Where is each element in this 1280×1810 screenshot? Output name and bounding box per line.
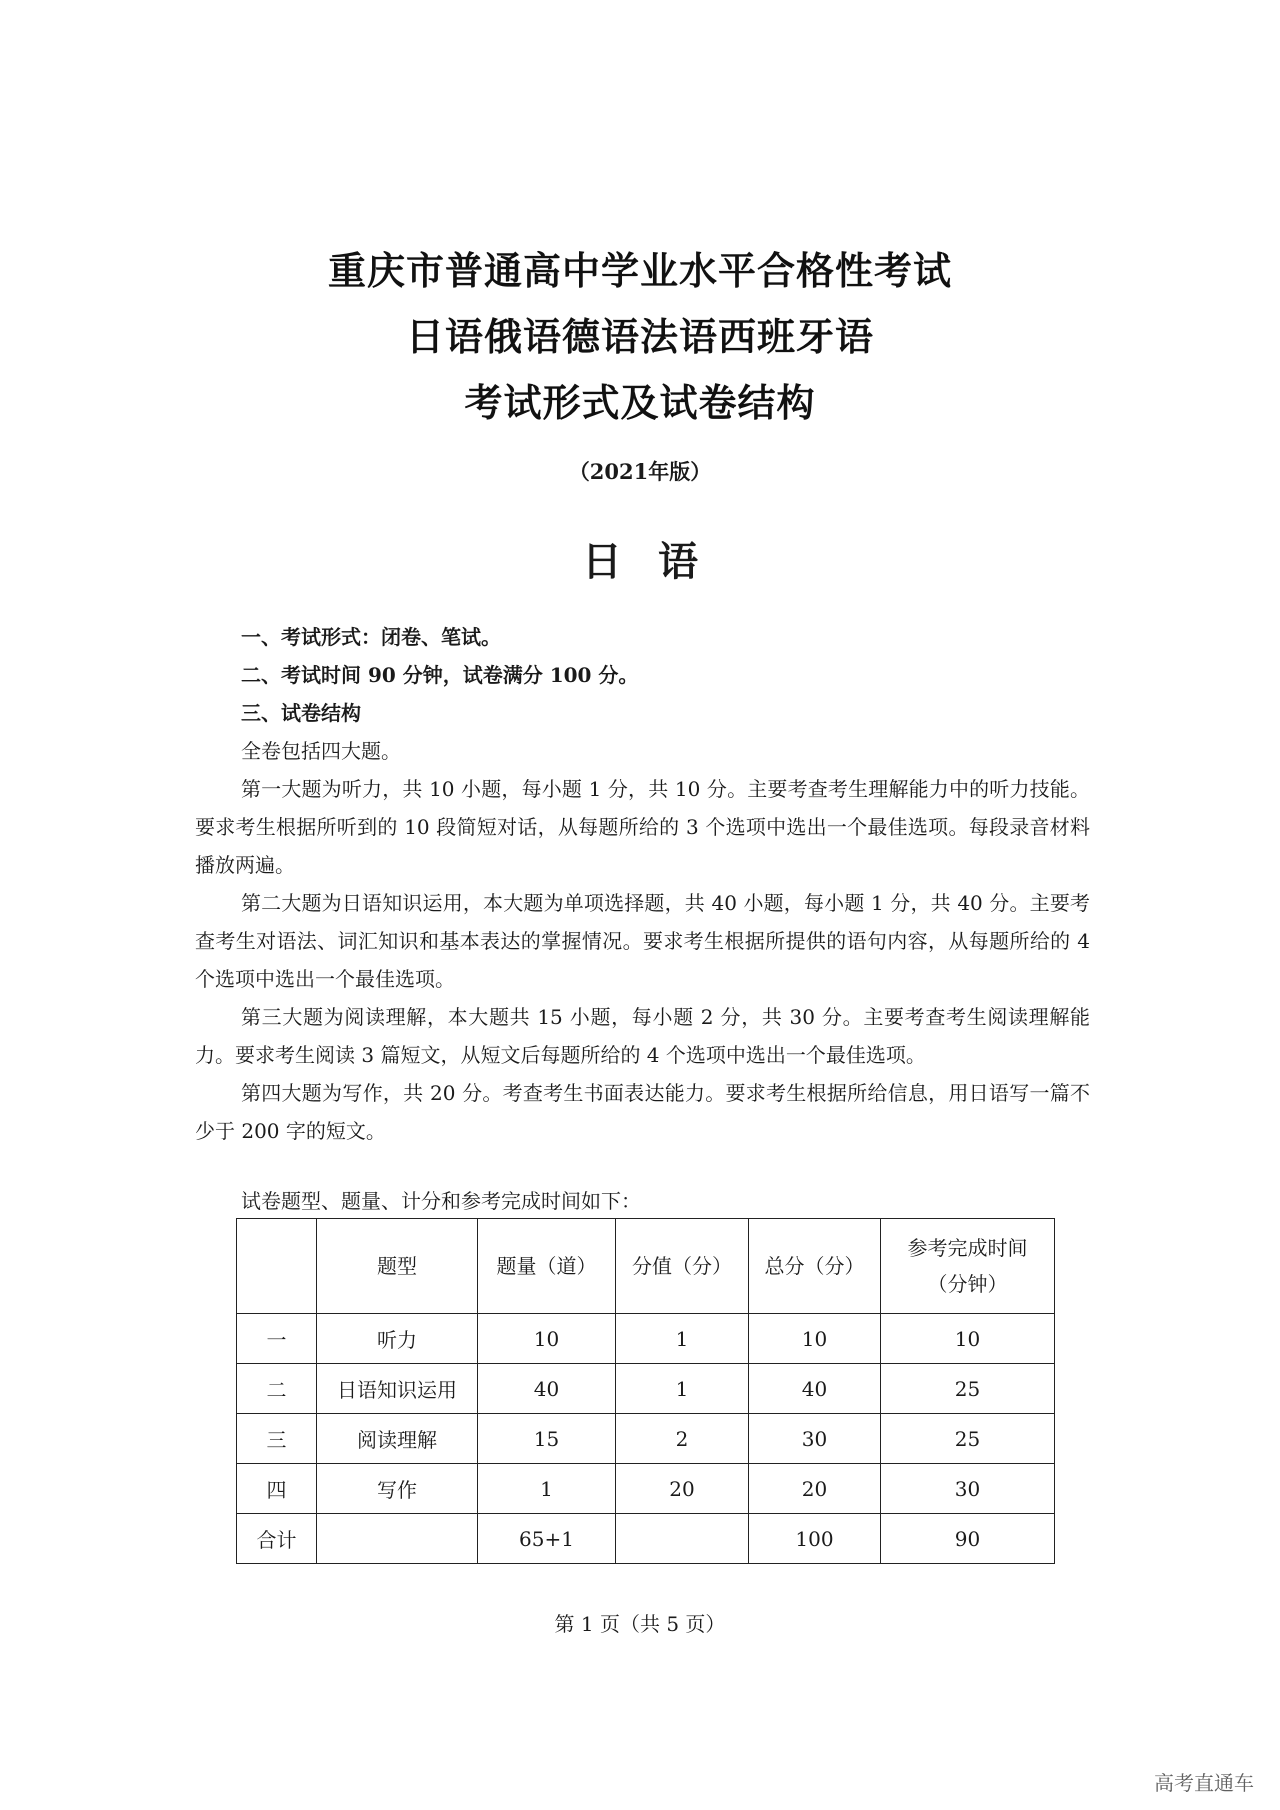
table-cell: 25 [881, 1364, 1055, 1414]
table-cell: 30 [749, 1414, 881, 1464]
table-cell: 15 [478, 1414, 616, 1464]
exam-structure-table [236, 1218, 1055, 1564]
table-cell: 20 [749, 1464, 881, 1514]
table-cell: 2 [616, 1414, 749, 1464]
table-cell: 1 [616, 1364, 749, 1414]
table-cell: 1 [616, 1314, 749, 1364]
paragraph-part-2: 第二大题为日语知识运用，本大题为单项选择题，共 40 小题，每小题 1 分，共 40 分。主要考查考生对语法、词汇知识和基本表达的掌握情况。要求考生根据所提供的语句内容，从每题所给的 4 个选项中选出一个最佳选项。 [195, 891, 1090, 991]
table-cell: 三 [237, 1414, 317, 1464]
table-cell: 30 [881, 1464, 1055, 1514]
header-index [237, 1219, 317, 1314]
table-cell: 1 [478, 1464, 616, 1514]
table-cell: 65+1 [478, 1514, 616, 1564]
header-time [881, 1219, 1055, 1314]
table-cell: 写作 [317, 1464, 478, 1514]
table-cell: 四 [237, 1464, 317, 1514]
header-time-line-1: 参考完成时间 [907, 1236, 1028, 1260]
header-total: 总分（分） [749, 1219, 881, 1314]
subject-heading: 日语 [582, 538, 734, 585]
title-line-1: 重庆市普通高中学业水平合格性考试 [327, 248, 952, 293]
table-cell: 25 [881, 1414, 1055, 1464]
table-row [237, 1314, 1055, 1364]
header-time-line-2: （分钟） [927, 1272, 1008, 1296]
table-cell: 合计 [237, 1514, 317, 1564]
table-cell: 阅读理解 [317, 1414, 478, 1464]
paragraph-part-3: 第三大题为阅读理解，本大题共 15 小题，每小题 2 分，共 30 分。主要考查考生阅读理解能力。要求考生阅读 3 篇短文，从短文后每题所给的 4 个选项中选出一个最佳选项。 [195, 1005, 1090, 1067]
table-row [237, 1464, 1055, 1514]
header-type: 题型 [317, 1219, 478, 1314]
title-line-3: 考试形式及试卷结构 [464, 380, 816, 425]
table-cell: 日语知识运用 [317, 1364, 478, 1414]
page-number-footer: 第 1 页（共 5 页） [554, 1612, 726, 1636]
section-exam-form: 一、考试形式：闭卷、笔试。 [241, 625, 501, 649]
table-cell: 10 [881, 1314, 1055, 1364]
table-cell: 100 [749, 1514, 881, 1564]
table-caption: 试卷题型、题量、计分和参考完成时间如下： [241, 1189, 641, 1213]
document-body [195, 618, 1090, 1150]
table-cell: 二 [237, 1364, 317, 1414]
title-line-2: 日语俄语德语法语西班牙语 [405, 314, 874, 359]
table-cell: 40 [478, 1364, 616, 1414]
table-cell [317, 1514, 478, 1564]
paragraph-overview: 全卷包括四大题。 [241, 739, 401, 763]
header-count: 题量（道） [478, 1219, 616, 1314]
paragraph-part-4: 第四大题为写作，共 20 分。考查考生书面表达能力。要求考生根据所给信息，用日语写一篇不少于 200 字的短文。 [195, 1081, 1090, 1143]
section-exam-time: 二、考试时间 90 分钟，试卷满分 100 分。 [241, 663, 639, 687]
table-cell [616, 1514, 749, 1564]
paragraph-part-1: 第一大题为听力，共 10 小题，每小题 1 分，共 10 分。主要考查考生理解能力中的听力技能。要求考生根据所听到的 10 段简短对话，从每题所给的 3 个选项中选出一个最佳选项。每段录音材料播放两遍。 [195, 777, 1090, 877]
table-cell: 听力 [317, 1314, 478, 1364]
table-row [237, 1364, 1055, 1414]
section-paper-structure: 三、试卷结构 [241, 701, 361, 725]
table-cell: 20 [616, 1464, 749, 1514]
header-points: 分值（分） [616, 1219, 749, 1314]
table-row-total [237, 1514, 1055, 1564]
watermark-text: 高考直通车 [1154, 1771, 1254, 1795]
edition-label: （2021年版） [568, 459, 712, 484]
table-header-row [237, 1219, 1055, 1314]
table-cell: 40 [749, 1364, 881, 1414]
table-row [237, 1414, 1055, 1464]
table-cell: 一 [237, 1314, 317, 1364]
table-cell: 10 [478, 1314, 616, 1364]
table-cell: 10 [749, 1314, 881, 1364]
table-cell: 90 [881, 1514, 1055, 1564]
